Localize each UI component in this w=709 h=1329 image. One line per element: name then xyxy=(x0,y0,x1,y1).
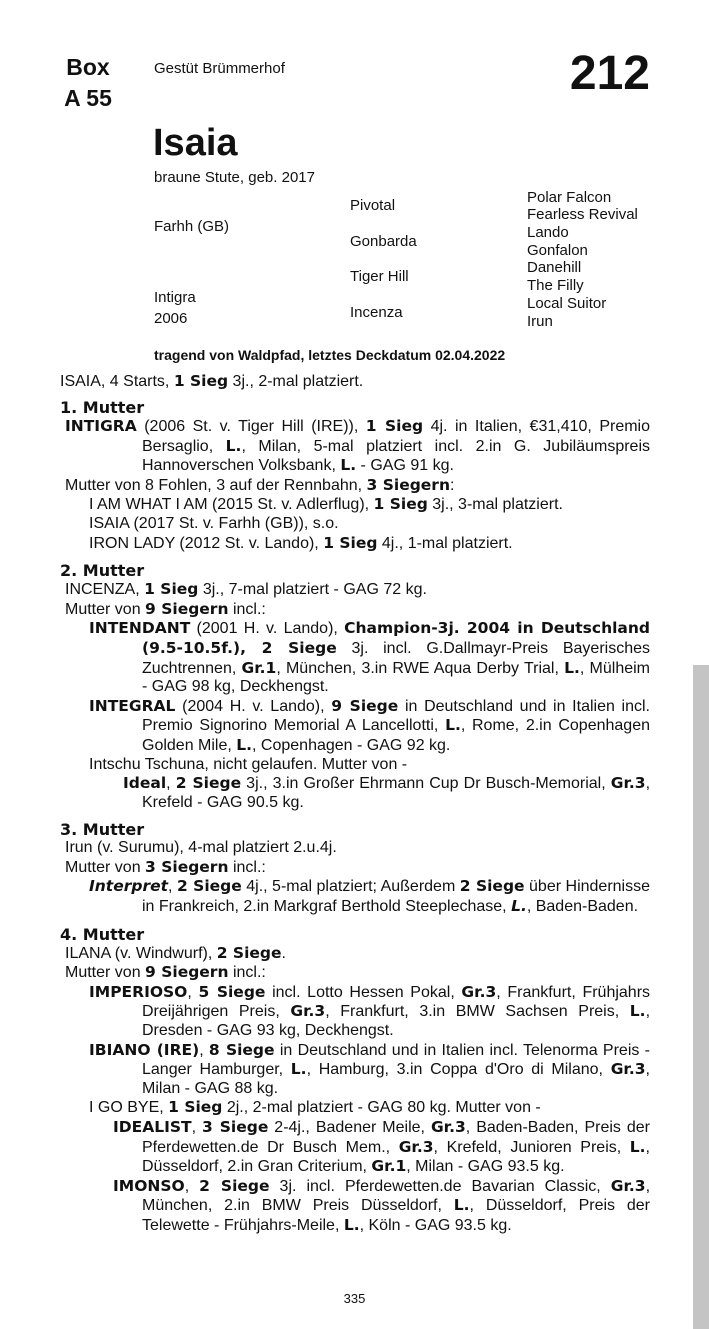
pedigree-sire-dam: Gonbarda xyxy=(350,233,417,250)
pedigree-dam-year: 2006 xyxy=(154,310,188,327)
box-line-1: Box xyxy=(66,54,110,80)
pedigree-g3-2: Fearless Revival xyxy=(527,206,638,223)
pedigree-g3-5: Danehill xyxy=(527,259,582,276)
offspring-entry: I AM WHAT I AM (2015 St. v. Adlerflug), 1 Sieg 3j., 3-mal platziert. xyxy=(89,495,563,514)
box-line-2: A 55 xyxy=(64,85,112,111)
breeder: Gestüt Brümmerhof xyxy=(154,60,285,77)
pedigree-sire: Farhh (GB) xyxy=(154,218,230,235)
horse-name: Isaia xyxy=(153,122,238,164)
offspring-entry: IBIANO (IRE), 8 Siege in Deutschland und in Italien incl. Telenorma Preis - Langer Hamburger, L., Hamburg, 3.in Coppa d'Oro di Milano, Gr.3, Milan - GAG 88 kg. xyxy=(89,1040,650,1097)
section-title: 1. Mutter xyxy=(60,398,145,417)
race-summary: ISAIA, 4 Starts, 1 Sieg 3j., 2-mal platziert. xyxy=(60,372,364,390)
offspring-entry: IMPERIOSO, 5 Siege incl. Lotto Hessen Pokal, Gr.3, Frankfurt, Frühjahrs Dreijährigen Preis, Gr.3, Frankfurt, 3.in BMW Sachsen Preis, L., Dresden - GAG 93 kg, Deckhengst. xyxy=(89,982,651,1040)
pedigree-sire-sire: Pivotal xyxy=(350,197,396,214)
offspring-entry: I GO BYE, 1 Sieg 2j., 2-mal platziert - GAG 80 kg. Mutter von - xyxy=(89,1098,541,1117)
offspring-entry: ISAIA (2017 St. v. Farhh (GB)), s.o. xyxy=(89,514,339,532)
dam-entry: ILANA (v. Windwurf), 2 Siege. xyxy=(65,943,286,962)
pedigree-g3-3: Lando xyxy=(527,224,569,241)
section-title: 3. Mutter xyxy=(60,820,145,840)
offspring-entry: INTENDANT (2001 H. v. Lando), Champion-3j. 2004 in Deutschland (9.5-10.5f.), 2 Siege 3j. incl. G.Dallmayr-Preis Bayerisches Zuchtrennen, Gr.1, München, 3.in RWE Aqua Derby Trial, L., Mülheim - GAG 98 kg, Deckhengst. xyxy=(89,619,651,696)
section-title: 2. Mutter xyxy=(60,561,145,581)
pedigree-dam-sire: Tiger Hill xyxy=(350,268,409,285)
section-second-dam xyxy=(60,561,650,812)
produce-summary: Mutter von 8 Fohlen, 3 auf der Rennbahn, 3 Siegern: xyxy=(65,475,455,494)
offspring-entry: INTEGRAL (2004 H. v. Lando), 9 Siege in Deutschland und in Italien incl. Premio Signorino Memorial A Lancellotti, L., Rome, 2.in Copenhagen Golden Mile, L., Copenhagen - GAG 92 kg. xyxy=(89,696,651,754)
dam-entry: INTIGRA (2006 St. v. Tiger Hill (IRE)), 1 Sieg 4j. in Italien, €31,410, Premio Bersaglio, L., Milan, 5-mal platziert incl. 2.in G. Jubiläumspreis Hannoverschen Volksbank, L. - GAG 91 kg. xyxy=(65,417,651,475)
horse-description: braune Stute, geb. 2017 xyxy=(154,169,315,186)
offspring-entry: Interpret, 2 Siege 4j., 5-mal platziert; Außerdem 2 Siege über Hindernisse in Frankreich, 2.in Markgraf Berthold Steeplechase, L., Baden-Baden. xyxy=(89,877,651,916)
pedigree-dam: Intigra xyxy=(154,289,196,306)
page-number: 335 xyxy=(343,1291,366,1306)
offspring-entry: IRON LADY (2012 St. v. Lando), 1 Sieg 4j., 1-mal platziert. xyxy=(89,533,513,552)
box-label xyxy=(60,52,116,114)
scrollbar-track[interactable] xyxy=(693,665,709,1329)
produce-summary: Mutter von 9 Siegern incl.: xyxy=(65,963,266,982)
section-title: 4. Mutter xyxy=(60,924,145,944)
family-sections xyxy=(60,398,650,1236)
section-third-dam xyxy=(60,820,650,916)
offspring-entry: Ideal, 2 Siege 3j., 3.in Großer Ehrmann Cup Dr Busch-Memorial, Gr.3, Krefeld - GAG 90.5 kg. xyxy=(123,774,651,811)
pedigree-g3-4: Gonfalon xyxy=(527,242,588,259)
pedigree-g3-6: The Filly xyxy=(527,277,584,294)
pedigree-g3-1: Polar Falcon xyxy=(527,189,612,206)
pedigree-g3-8: Irun xyxy=(527,313,553,330)
produce-summary: Mutter von 3 Siegern incl.: xyxy=(65,857,266,876)
pregnancy-note: tragend von Waldpfad, letztes Deckdatum 02.04.2022 xyxy=(154,347,506,363)
dam-entry: Irun (v. Surumu), 4-mal platziert 2.u.4j. xyxy=(65,839,337,857)
produce-summary: Mutter von 9 Siegern incl.: xyxy=(65,599,266,618)
pedigree-dam-dam: Incenza xyxy=(350,304,403,321)
dam-entry: INCENZA, 1 Sieg 3j., 7-mal platziert - GAG 72 kg. xyxy=(65,580,427,599)
offspring-entry: IDEALIST, 3 Siege 2-4j., Badener Meile, Gr.3, Baden-Baden, Preis der Pferdewetten.de Dr Busch Mem., Gr.3, Krefeld, Junioren Preis, L., Düsseldorf, 2.in Gran Criterium, Gr.1, Milan - GAG 93.5 kg. xyxy=(113,1118,651,1176)
pedigree-g3-7: Local Suitor xyxy=(527,295,607,312)
lot-number: 212 xyxy=(569,47,650,100)
section-fourth-dam xyxy=(60,925,650,1236)
offspring-entry: IMONSO, 2 Siege 3j. incl. Pferdewetten.de Bavarian Classic, Gr.3, München, 2.in BMW Preis Düsseldorf, L., Düsseldorf, Preis der Telewette - Frühjahrs-Meile, L., Köln - GAG 93.5 kg. xyxy=(113,1176,651,1234)
offspring-entry: Intschu Tschuna, nicht gelaufen. Mutter von - xyxy=(89,755,408,773)
section-first-dam xyxy=(60,398,650,553)
